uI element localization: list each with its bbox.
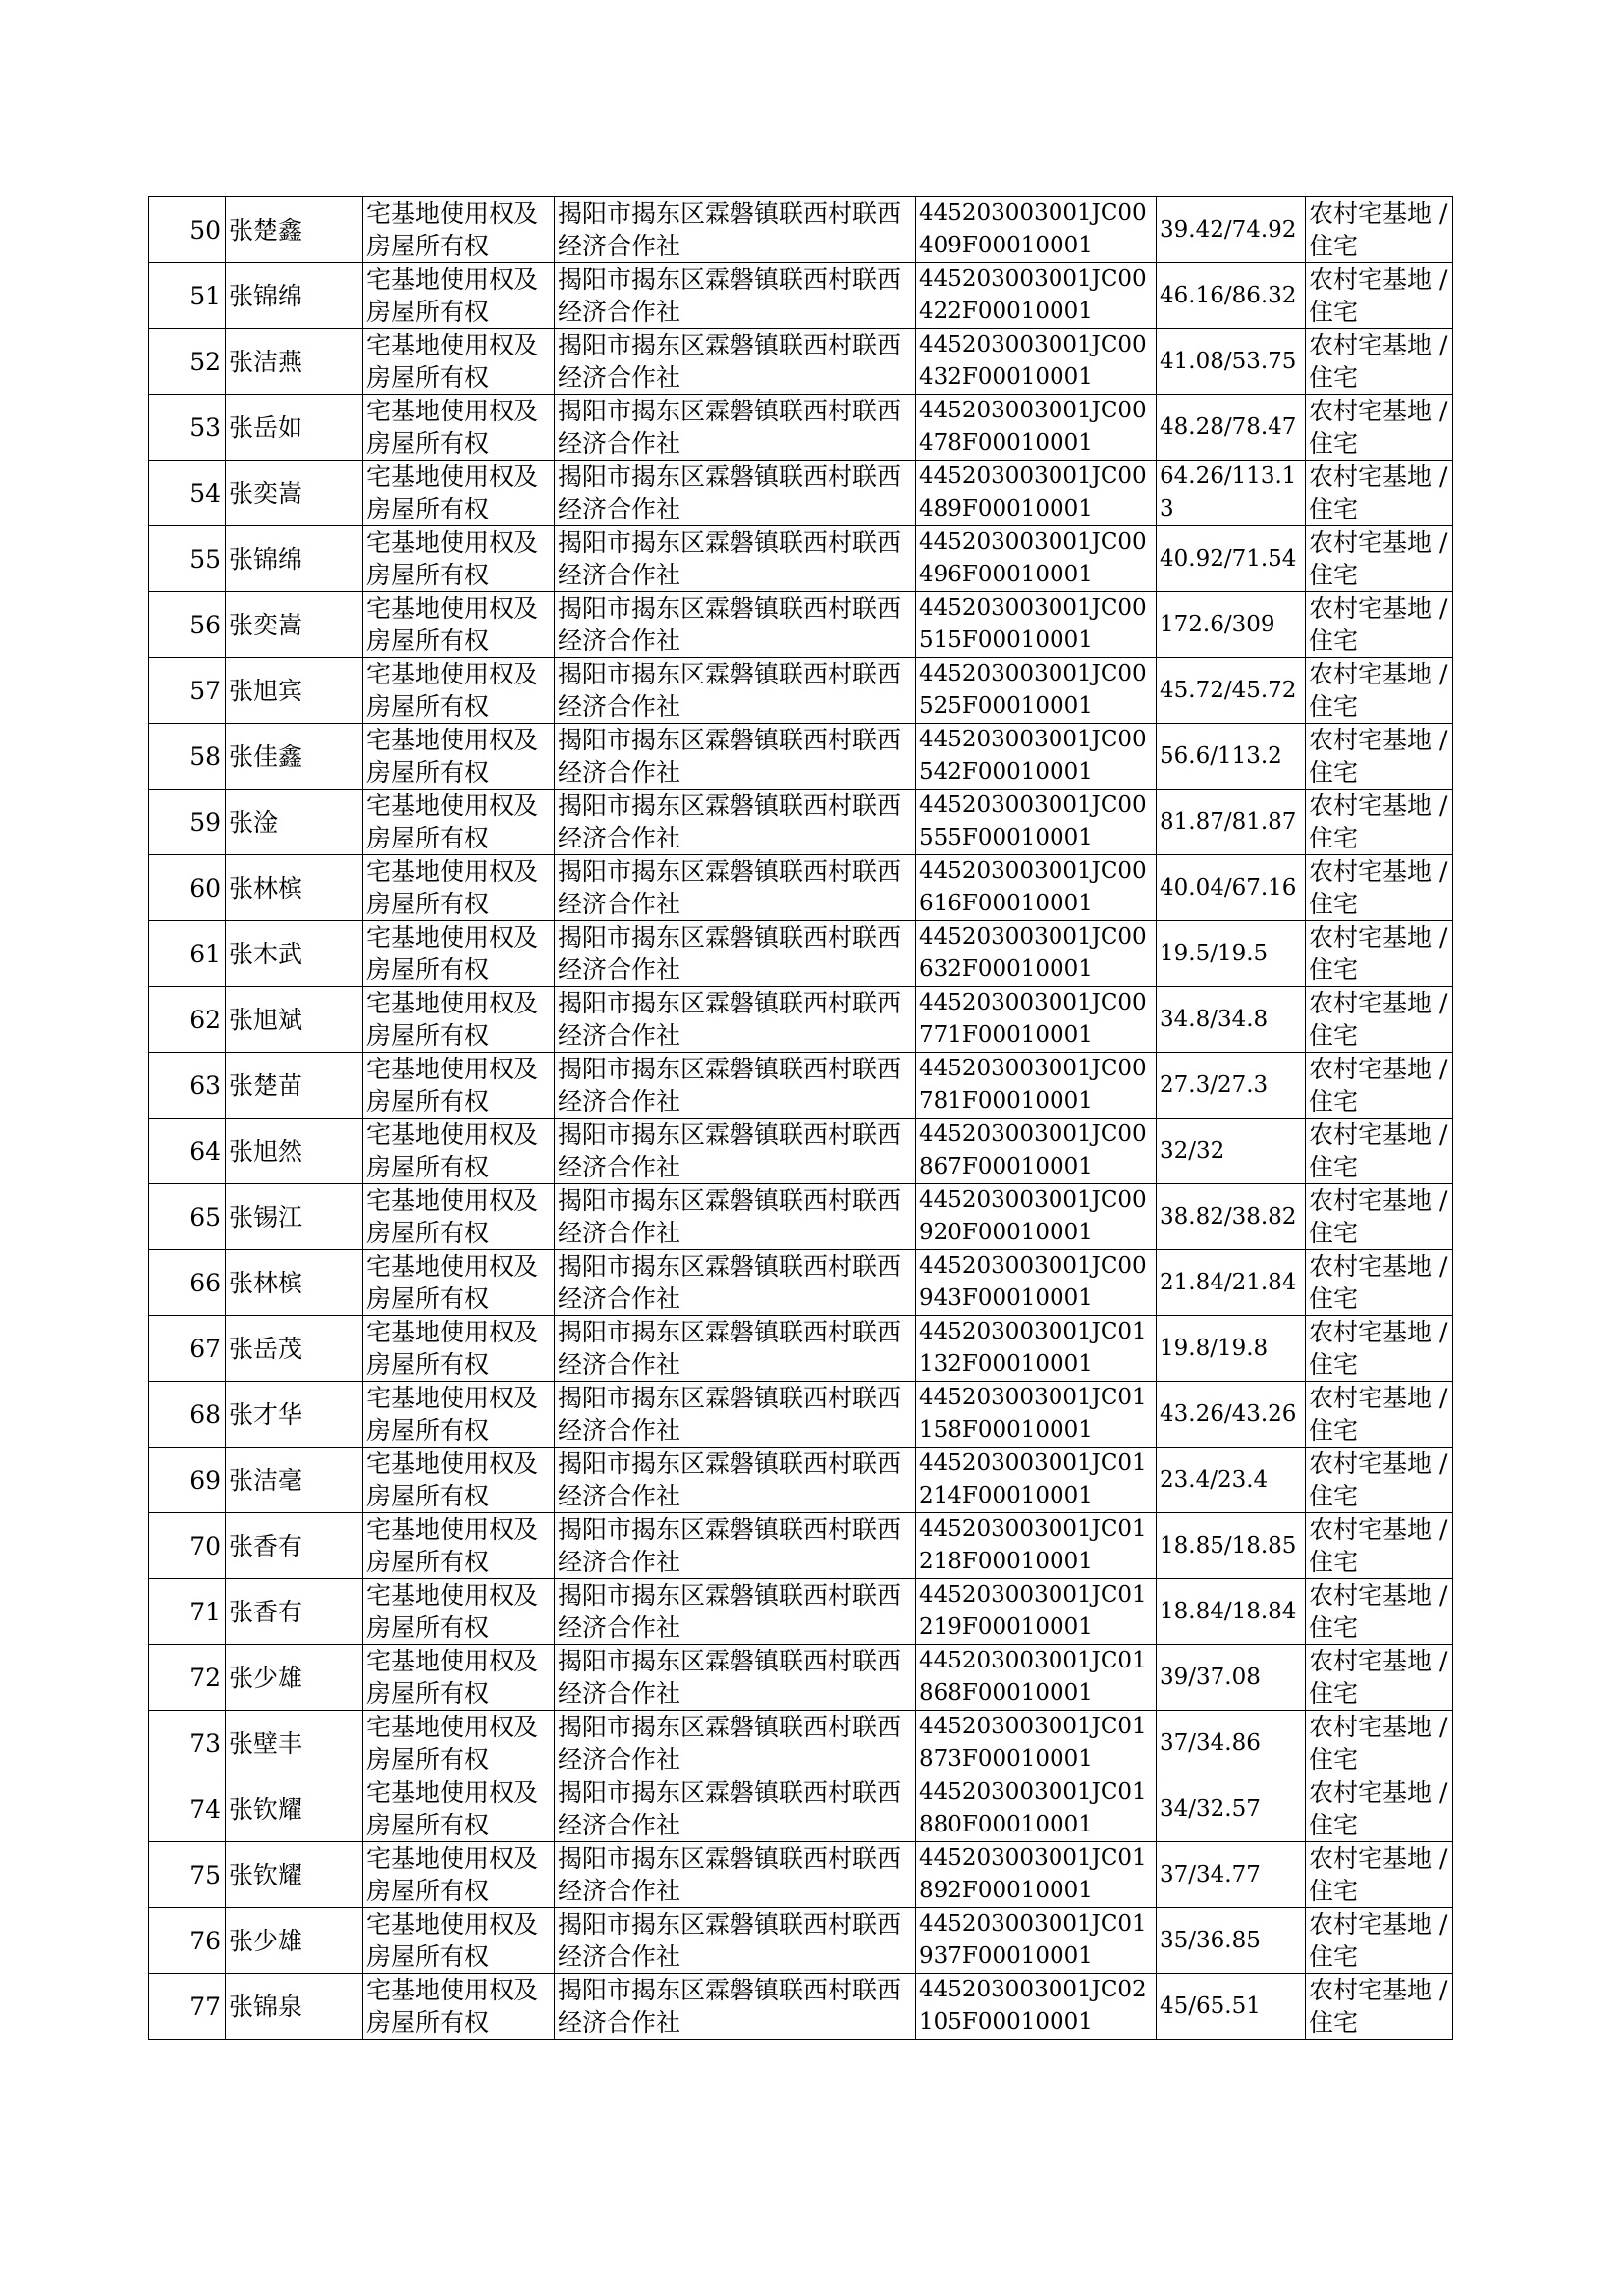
table-row	[149, 526, 1453, 592]
usage-cell: 农村宅基地 / 住宅	[1306, 1579, 1453, 1645]
owner-name: 张佳鑫	[226, 724, 363, 790]
owner-name: 张洁毫	[226, 1448, 363, 1513]
area-cell: 40.04/67.16	[1157, 855, 1306, 921]
row-number: 64	[149, 1119, 226, 1184]
row-number: 52	[149, 329, 226, 395]
usage-cell: 农村宅基地 / 住宅	[1306, 329, 1453, 395]
right-type-cell: 宅基地使用权及房屋所有权	[363, 658, 555, 724]
table-row	[149, 263, 1453, 329]
usage-cell: 农村宅基地 / 住宅	[1306, 1119, 1453, 1184]
unit-code-cell: 445203003001JC00616F00010001	[916, 855, 1157, 921]
row-number: 67	[149, 1316, 226, 1382]
owner-name: 张楚鑫	[226, 197, 363, 263]
right-type-cell: 宅基地使用权及房屋所有权	[363, 1776, 555, 1842]
owner-name: 张锦绵	[226, 263, 363, 329]
row-number: 77	[149, 1974, 226, 2040]
usage-cell: 农村宅基地 / 住宅	[1306, 1842, 1453, 1908]
row-number: 53	[149, 395, 226, 461]
row-number: 55	[149, 526, 226, 592]
area-cell: 41.08/53.75	[1157, 329, 1306, 395]
table-row	[149, 1711, 1453, 1776]
right-type-cell: 宅基地使用权及房屋所有权	[363, 855, 555, 921]
unit-code-cell: 445203003001JC01892F00010001	[916, 1842, 1157, 1908]
table-row	[149, 592, 1453, 658]
row-number: 71	[149, 1579, 226, 1645]
area-cell: 45.72/45.72	[1157, 658, 1306, 724]
usage-cell: 农村宅基地 / 住宅	[1306, 1448, 1453, 1513]
usage-cell: 农村宅基地 / 住宅	[1306, 461, 1453, 526]
owner-name: 张锦绵	[226, 526, 363, 592]
area-cell: 35/36.85	[1157, 1908, 1306, 1974]
collective-owner-cell: 揭阳市揭东区霖磐镇联西村联西经济合作社	[555, 855, 916, 921]
collective-owner-cell: 揭阳市揭东区霖磐镇联西村联西经济合作社	[555, 526, 916, 592]
owner-name: 张岳茂	[226, 1316, 363, 1382]
area-cell: 32/32	[1157, 1119, 1306, 1184]
table-row	[149, 1184, 1453, 1250]
usage-cell: 农村宅基地 / 住宅	[1306, 197, 1453, 263]
usage-cell: 农村宅基地 / 住宅	[1306, 855, 1453, 921]
table-row	[149, 1448, 1453, 1513]
unit-code-cell: 445203003001JC00478F00010001	[916, 395, 1157, 461]
collective-owner-cell: 揭阳市揭东区霖磐镇联西村联西经济合作社	[555, 790, 916, 855]
row-number: 59	[149, 790, 226, 855]
collective-owner-cell: 揭阳市揭东区霖磐镇联西村联西经济合作社	[555, 461, 916, 526]
area-cell: 172.6/309	[1157, 592, 1306, 658]
table-row	[149, 1119, 1453, 1184]
usage-cell: 农村宅基地 / 住宅	[1306, 263, 1453, 329]
area-cell: 37/34.77	[1157, 1842, 1306, 1908]
row-number: 72	[149, 1645, 226, 1711]
collective-owner-cell: 揭阳市揭东区霖磐镇联西村联西经济合作社	[555, 1645, 916, 1711]
unit-code-cell: 445203003001JC01158F00010001	[916, 1382, 1157, 1448]
owner-name: 张林槟	[226, 855, 363, 921]
right-type-cell: 宅基地使用权及房屋所有权	[363, 197, 555, 263]
owner-name: 张旭斌	[226, 987, 363, 1053]
owner-name: 张楚苗	[226, 1053, 363, 1119]
unit-code-cell: 445203003001JC01132F00010001	[916, 1316, 1157, 1382]
usage-cell: 农村宅基地 / 住宅	[1306, 1711, 1453, 1776]
area-cell: 38.82/38.82	[1157, 1184, 1306, 1250]
table-row	[149, 1513, 1453, 1579]
row-number: 61	[149, 921, 226, 987]
right-type-cell: 宅基地使用权及房屋所有权	[363, 1184, 555, 1250]
owner-name: 张木武	[226, 921, 363, 987]
row-number: 66	[149, 1250, 226, 1316]
unit-code-cell: 445203003001JC00867F00010001	[916, 1119, 1157, 1184]
table-row	[149, 1776, 1453, 1842]
right-type-cell: 宅基地使用权及房屋所有权	[363, 790, 555, 855]
usage-cell: 农村宅基地 / 住宅	[1306, 1513, 1453, 1579]
table-row	[149, 1053, 1453, 1119]
area-cell: 34.8/34.8	[1157, 987, 1306, 1053]
right-type-cell: 宅基地使用权及房屋所有权	[363, 1053, 555, 1119]
right-type-cell: 宅基地使用权及房屋所有权	[363, 1316, 555, 1382]
area-cell: 45/65.51	[1157, 1974, 1306, 2040]
area-cell: 56.6/113.2	[1157, 724, 1306, 790]
row-number: 62	[149, 987, 226, 1053]
unit-code-cell: 445203003001JC00781F00010001	[916, 1053, 1157, 1119]
right-type-cell: 宅基地使用权及房屋所有权	[363, 263, 555, 329]
row-number: 65	[149, 1184, 226, 1250]
owner-name: 张锡江	[226, 1184, 363, 1250]
row-number: 63	[149, 1053, 226, 1119]
usage-cell: 农村宅基地 / 住宅	[1306, 1974, 1453, 2040]
usage-cell: 农村宅基地 / 住宅	[1306, 526, 1453, 592]
collective-owner-cell: 揭阳市揭东区霖磐镇联西村联西经济合作社	[555, 921, 916, 987]
row-number: 57	[149, 658, 226, 724]
owner-name: 张香有	[226, 1513, 363, 1579]
records-table	[148, 196, 1453, 2040]
area-cell: 19.8/19.8	[1157, 1316, 1306, 1382]
collective-owner-cell: 揭阳市揭东区霖磐镇联西村联西经济合作社	[555, 1776, 916, 1842]
collective-owner-cell: 揭阳市揭东区霖磐镇联西村联西经济合作社	[555, 197, 916, 263]
records-body	[149, 197, 1453, 2040]
collective-owner-cell: 揭阳市揭东区霖磐镇联西村联西经济合作社	[555, 1119, 916, 1184]
collective-owner-cell: 揭阳市揭东区霖磐镇联西村联西经济合作社	[555, 1316, 916, 1382]
right-type-cell: 宅基地使用权及房屋所有权	[363, 1448, 555, 1513]
collective-owner-cell: 揭阳市揭东区霖磐镇联西村联西经济合作社	[555, 1842, 916, 1908]
collective-owner-cell: 揭阳市揭东区霖磐镇联西村联西经济合作社	[555, 329, 916, 395]
unit-code-cell: 445203003001JC00542F00010001	[916, 724, 1157, 790]
usage-cell: 农村宅基地 / 住宅	[1306, 1645, 1453, 1711]
usage-cell: 农村宅基地 / 住宅	[1306, 790, 1453, 855]
area-cell: 27.3/27.3	[1157, 1053, 1306, 1119]
owner-name: 张林槟	[226, 1250, 363, 1316]
owner-name: 张壁丰	[226, 1711, 363, 1776]
right-type-cell: 宅基地使用权及房屋所有权	[363, 395, 555, 461]
collective-owner-cell: 揭阳市揭东区霖磐镇联西村联西经济合作社	[555, 724, 916, 790]
row-number: 76	[149, 1908, 226, 1974]
row-number: 73	[149, 1711, 226, 1776]
table-row	[149, 987, 1453, 1053]
right-type-cell: 宅基地使用权及房屋所有权	[363, 1579, 555, 1645]
unit-code-cell: 445203003001JC02105F00010001	[916, 1974, 1157, 2040]
row-number: 60	[149, 855, 226, 921]
table-row	[149, 790, 1453, 855]
row-number: 74	[149, 1776, 226, 1842]
owner-name: 张钦耀	[226, 1842, 363, 1908]
owner-name: 张奕嵩	[226, 592, 363, 658]
right-type-cell: 宅基地使用权及房屋所有权	[363, 921, 555, 987]
area-cell: 23.4/23.4	[1157, 1448, 1306, 1513]
table-row	[149, 197, 1453, 263]
unit-code-cell: 445203003001JC00943F00010001	[916, 1250, 1157, 1316]
collective-owner-cell: 揭阳市揭东区霖磐镇联西村联西经济合作社	[555, 592, 916, 658]
table-row	[149, 329, 1453, 395]
right-type-cell: 宅基地使用权及房屋所有权	[363, 987, 555, 1053]
collective-owner-cell: 揭阳市揭东区霖磐镇联西村联西经济合作社	[555, 1382, 916, 1448]
unit-code-cell: 445203003001JC00555F00010001	[916, 790, 1157, 855]
row-number: 58	[149, 724, 226, 790]
unit-code-cell: 445203003001JC00489F00010001	[916, 461, 1157, 526]
area-cell: 18.85/18.85	[1157, 1513, 1306, 1579]
right-type-cell: 宅基地使用权及房屋所有权	[363, 724, 555, 790]
table-row	[149, 461, 1453, 526]
collective-owner-cell: 揭阳市揭东区霖磐镇联西村联西经济合作社	[555, 1908, 916, 1974]
collective-owner-cell: 揭阳市揭东区霖磐镇联西村联西经济合作社	[555, 658, 916, 724]
right-type-cell: 宅基地使用权及房屋所有权	[363, 1119, 555, 1184]
unit-code-cell: 445203003001JC01219F00010001	[916, 1579, 1157, 1645]
owner-name: 张少雄	[226, 1645, 363, 1711]
collective-owner-cell: 揭阳市揭东区霖磐镇联西村联西经济合作社	[555, 987, 916, 1053]
unit-code-cell: 445203003001JC00409F00010001	[916, 197, 1157, 263]
collective-owner-cell: 揭阳市揭东区霖磐镇联西村联西经济合作社	[555, 1711, 916, 1776]
usage-cell: 农村宅基地 / 住宅	[1306, 1053, 1453, 1119]
area-cell: 21.84/21.84	[1157, 1250, 1306, 1316]
owner-name: 张淦	[226, 790, 363, 855]
area-cell: 43.26/43.26	[1157, 1382, 1306, 1448]
row-number: 69	[149, 1448, 226, 1513]
collective-owner-cell: 揭阳市揭东区霖磐镇联西村联西经济合作社	[555, 1974, 916, 2040]
usage-cell: 农村宅基地 / 住宅	[1306, 1776, 1453, 1842]
area-cell: 37/34.86	[1157, 1711, 1306, 1776]
unit-code-cell: 445203003001JC00515F00010001	[916, 592, 1157, 658]
right-type-cell: 宅基地使用权及房屋所有权	[363, 1908, 555, 1974]
table-row	[149, 395, 1453, 461]
row-number: 68	[149, 1382, 226, 1448]
table-row	[149, 855, 1453, 921]
usage-cell: 农村宅基地 / 住宅	[1306, 1184, 1453, 1250]
collective-owner-cell: 揭阳市揭东区霖磐镇联西村联西经济合作社	[555, 395, 916, 461]
area-cell: 40.92/71.54	[1157, 526, 1306, 592]
table-row	[149, 1579, 1453, 1645]
right-type-cell: 宅基地使用权及房屋所有权	[363, 1711, 555, 1776]
row-number: 50	[149, 197, 226, 263]
usage-cell: 农村宅基地 / 住宅	[1306, 1382, 1453, 1448]
unit-code-cell: 445203003001JC00525F00010001	[916, 658, 1157, 724]
collective-owner-cell: 揭阳市揭东区霖磐镇联西村联西经济合作社	[555, 1579, 916, 1645]
table-row	[149, 1382, 1453, 1448]
owner-name: 张洁燕	[226, 329, 363, 395]
area-cell: 39/37.08	[1157, 1645, 1306, 1711]
owner-name: 张岳如	[226, 395, 363, 461]
owner-name: 张才华	[226, 1382, 363, 1448]
unit-code-cell: 445203003001JC00496F00010001	[916, 526, 1157, 592]
unit-code-cell: 445203003001JC00422F00010001	[916, 263, 1157, 329]
row-number: 54	[149, 461, 226, 526]
unit-code-cell: 445203003001JC00632F00010001	[916, 921, 1157, 987]
unit-code-cell: 445203003001JC00920F00010001	[916, 1184, 1157, 1250]
area-cell: 81.87/81.87	[1157, 790, 1306, 855]
right-type-cell: 宅基地使用权及房屋所有权	[363, 461, 555, 526]
collective-owner-cell: 揭阳市揭东区霖磐镇联西村联西经济合作社	[555, 1448, 916, 1513]
right-type-cell: 宅基地使用权及房屋所有权	[363, 1513, 555, 1579]
right-type-cell: 宅基地使用权及房屋所有权	[363, 526, 555, 592]
unit-code-cell: 445203003001JC01218F00010001	[916, 1513, 1157, 1579]
collective-owner-cell: 揭阳市揭东区霖磐镇联西村联西经济合作社	[555, 1184, 916, 1250]
unit-code-cell: 445203003001JC01214F00010001	[916, 1448, 1157, 1513]
unit-code-cell: 445203003001JC01880F00010001	[916, 1776, 1157, 1842]
usage-cell: 农村宅基地 / 住宅	[1306, 1316, 1453, 1382]
area-cell: 48.28/78.47	[1157, 395, 1306, 461]
table-row	[149, 1842, 1453, 1908]
owner-name: 张旭然	[226, 1119, 363, 1184]
table-row	[149, 1974, 1453, 2040]
area-cell: 39.42/74.92	[1157, 197, 1306, 263]
usage-cell: 农村宅基地 / 住宅	[1306, 395, 1453, 461]
right-type-cell: 宅基地使用权及房屋所有权	[363, 592, 555, 658]
collective-owner-cell: 揭阳市揭东区霖磐镇联西村联西经济合作社	[555, 1053, 916, 1119]
right-type-cell: 宅基地使用权及房屋所有权	[363, 1645, 555, 1711]
owner-name: 张旭宾	[226, 658, 363, 724]
right-type-cell: 宅基地使用权及房屋所有权	[363, 1382, 555, 1448]
row-number: 75	[149, 1842, 226, 1908]
usage-cell: 农村宅基地 / 住宅	[1306, 1250, 1453, 1316]
table-row	[149, 1250, 1453, 1316]
owner-name: 张香有	[226, 1579, 363, 1645]
area-cell: 46.16/86.32	[1157, 263, 1306, 329]
collective-owner-cell: 揭阳市揭东区霖磐镇联西村联西经济合作社	[555, 1250, 916, 1316]
table-row	[149, 921, 1453, 987]
unit-code-cell: 445203003001JC01937F00010001	[916, 1908, 1157, 1974]
unit-code-cell: 445203003001JC00432F00010001	[916, 329, 1157, 395]
area-cell: 18.84/18.84	[1157, 1579, 1306, 1645]
usage-cell: 农村宅基地 / 住宅	[1306, 658, 1453, 724]
collective-owner-cell: 揭阳市揭东区霖磐镇联西村联西经济合作社	[555, 263, 916, 329]
table-row	[149, 724, 1453, 790]
unit-code-cell: 445203003001JC00771F00010001	[916, 987, 1157, 1053]
collective-owner-cell: 揭阳市揭东区霖磐镇联西村联西经济合作社	[555, 1513, 916, 1579]
usage-cell: 农村宅基地 / 住宅	[1306, 592, 1453, 658]
table-row	[149, 1908, 1453, 1974]
owner-name: 张少雄	[226, 1908, 363, 1974]
owner-name: 张钦耀	[226, 1776, 363, 1842]
right-type-cell: 宅基地使用权及房屋所有权	[363, 329, 555, 395]
area-cell: 64.26/113.13	[1157, 461, 1306, 526]
right-type-cell: 宅基地使用权及房屋所有权	[363, 1974, 555, 2040]
unit-code-cell: 445203003001JC01868F00010001	[916, 1645, 1157, 1711]
usage-cell: 农村宅基地 / 住宅	[1306, 987, 1453, 1053]
usage-cell: 农村宅基地 / 住宅	[1306, 724, 1453, 790]
owner-name: 张锦泉	[226, 1974, 363, 2040]
row-number: 56	[149, 592, 226, 658]
row-number: 70	[149, 1513, 226, 1579]
right-type-cell: 宅基地使用权及房屋所有权	[363, 1842, 555, 1908]
usage-cell: 农村宅基地 / 住宅	[1306, 1908, 1453, 1974]
row-number: 51	[149, 263, 226, 329]
area-cell: 19.5/19.5	[1157, 921, 1306, 987]
usage-cell: 农村宅基地 / 住宅	[1306, 921, 1453, 987]
right-type-cell: 宅基地使用权及房屋所有权	[363, 1250, 555, 1316]
table-row	[149, 658, 1453, 724]
area-cell: 34/32.57	[1157, 1776, 1306, 1842]
table-row	[149, 1645, 1453, 1711]
table-row	[149, 1316, 1453, 1382]
owner-name: 张奕嵩	[226, 461, 363, 526]
unit-code-cell: 445203003001JC01873F00010001	[916, 1711, 1157, 1776]
